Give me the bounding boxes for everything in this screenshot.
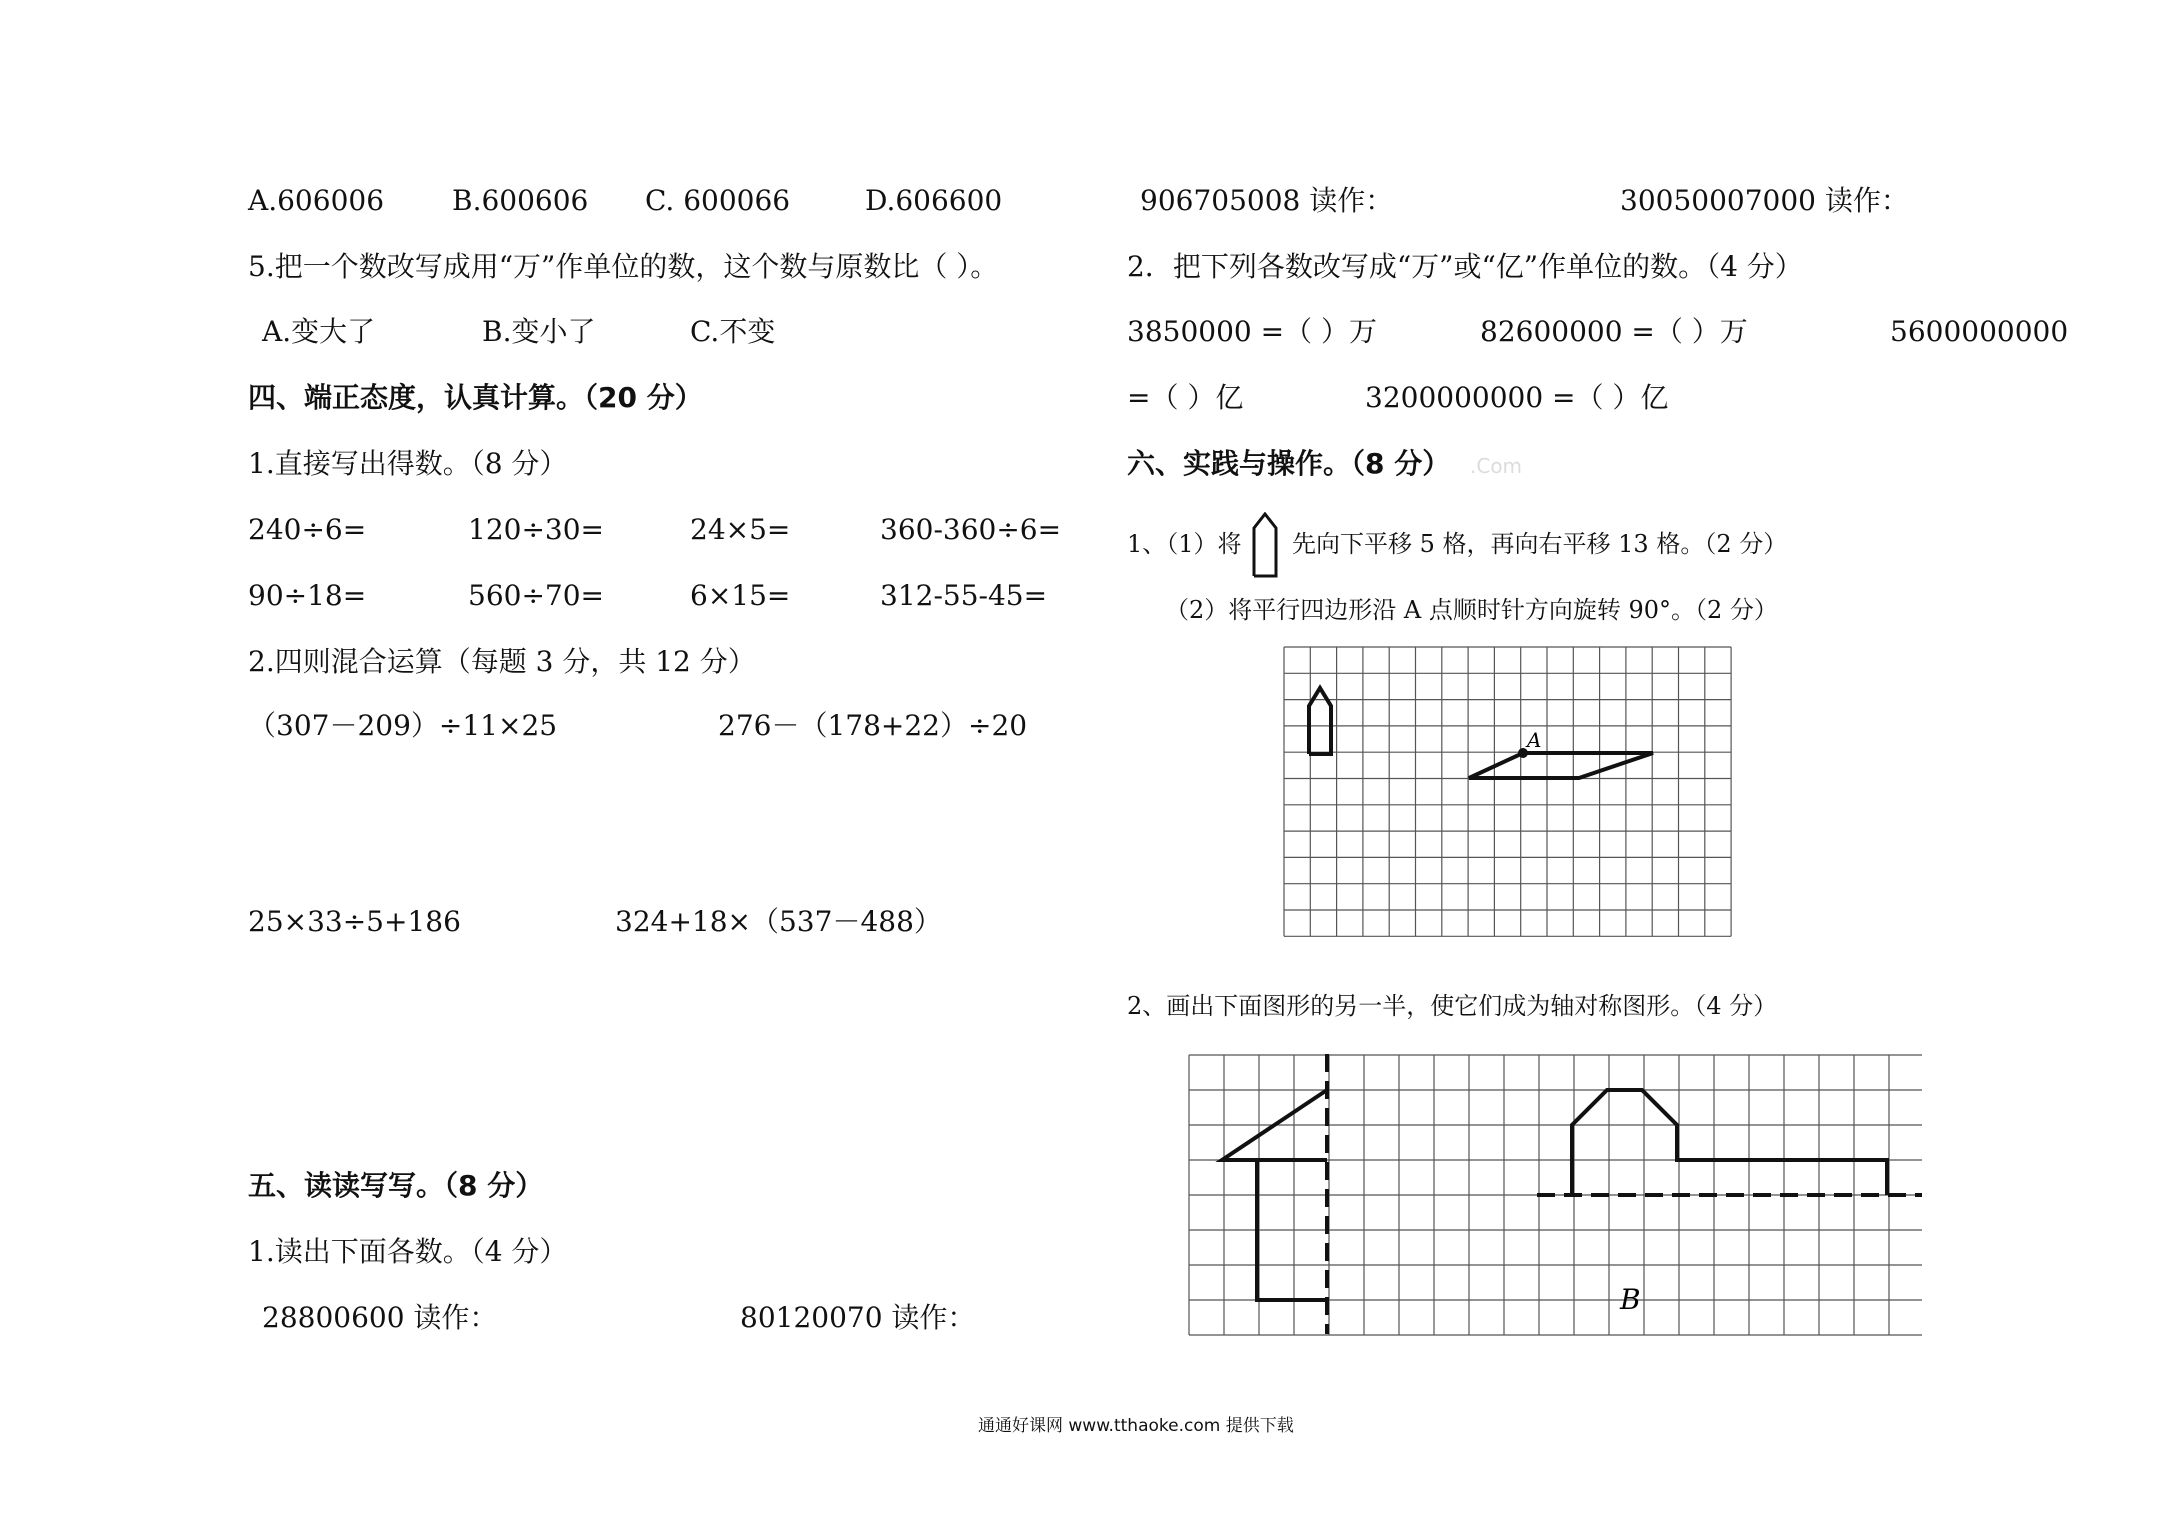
s6-q1-prefix: 1、（1）将 (1127, 530, 1242, 558)
s5-q1-title: 1.读出下面各数。（4 分） (248, 1235, 568, 1268)
convert-item: 5600000000 (1890, 315, 2069, 348)
arrow-shape (1309, 688, 1331, 754)
read-item: 80120070 读作： (740, 1301, 976, 1334)
q5-option-b: B.变小了 (482, 315, 596, 348)
half-shape-right (1572, 1090, 1887, 1195)
q4-option-b: B.600606 (452, 184, 589, 217)
calc-item: 560÷70= (468, 579, 604, 612)
s4-q1-title: 1.直接写出得数。（8 分） (248, 447, 568, 480)
section4-title: 四、端正态度，认真计算。（20 分） (248, 381, 703, 414)
q4-option-d: D.606600 (865, 184, 1003, 217)
mixed-calc-item: 25×33÷5+186 (248, 905, 461, 938)
q5-stem: 5.把一个数改写成用“万”作单位的数，这个数与原数比（ ）。 (248, 250, 999, 283)
convert-item: 82600000 =（ ）万 (1480, 315, 1748, 348)
s4-q2-title: 2.四则混合运算（每题 3 分，共 12 分） (248, 645, 756, 678)
s6-q1-part2: （2）将平行四边形沿 A 点顺时针方向旋转 90°。（2 分） (1165, 596, 1778, 624)
q4-option-c: C. 600066 (645, 184, 791, 217)
footer-text: 通通好课网 www.tthaoke.com 提供下载 (978, 1416, 1294, 1436)
calc-item: 24×5= (690, 513, 791, 546)
calc-item: 120÷30= (468, 513, 604, 546)
calc-item: 90÷18= (248, 579, 367, 612)
s6-q1-suffix: 先向下平移 5 格，再向右平移 13 格。（2 分） (1292, 530, 1788, 558)
grid-symmetry (1188, 1054, 1922, 1336)
arrow-shape-icon (1250, 512, 1280, 578)
q5-option-c: C.不变 (690, 315, 776, 348)
read-item: 906705008 读作： (1140, 184, 1394, 217)
mixed-calc-item: 276－（178+22）÷20 (718, 709, 1028, 742)
section6-title: 六、实践与操作。（8 分） (1127, 447, 1451, 480)
q5-option-a: A.变大了 (262, 315, 376, 348)
read-item: 28800600 读作： (262, 1301, 498, 1334)
convert-item: =（ ）亿 (1127, 381, 1244, 414)
watermark-text: .Com (1470, 454, 1523, 478)
s6-q2-title: 2、画出下面图形的另一半，使它们成为轴对称图形。（4 分） (1127, 992, 1778, 1020)
convert-item: 3200000000 =（ ）亿 (1365, 381, 1669, 414)
read-item: 30050007000 读作： (1620, 184, 1909, 217)
section5-title: 五、读读写写。（8 分） (248, 1169, 544, 1202)
q4-option-a: A.606006 (248, 184, 385, 217)
s5-q2-title: 2．把下列各数改写成“万”或“亿”作单位的数。（4 分） (1127, 250, 1803, 283)
convert-item: 3850000 =（ ）万 (1127, 315, 1377, 348)
mixed-calc-item: （307－209）÷11×25 (248, 709, 558, 742)
label-b: B (1620, 1283, 1641, 1316)
calc-item: 312-55-45= (880, 579, 1048, 612)
calc-item: 240÷6= (248, 513, 367, 546)
grid-translate-rotate (1283, 646, 1735, 938)
label-a: A (1527, 728, 1542, 752)
calc-item: 6×15= (690, 579, 791, 612)
calc-item: 360-360÷6= (880, 513, 1062, 546)
mixed-calc-item: 324+18×（537－488） (615, 905, 942, 938)
